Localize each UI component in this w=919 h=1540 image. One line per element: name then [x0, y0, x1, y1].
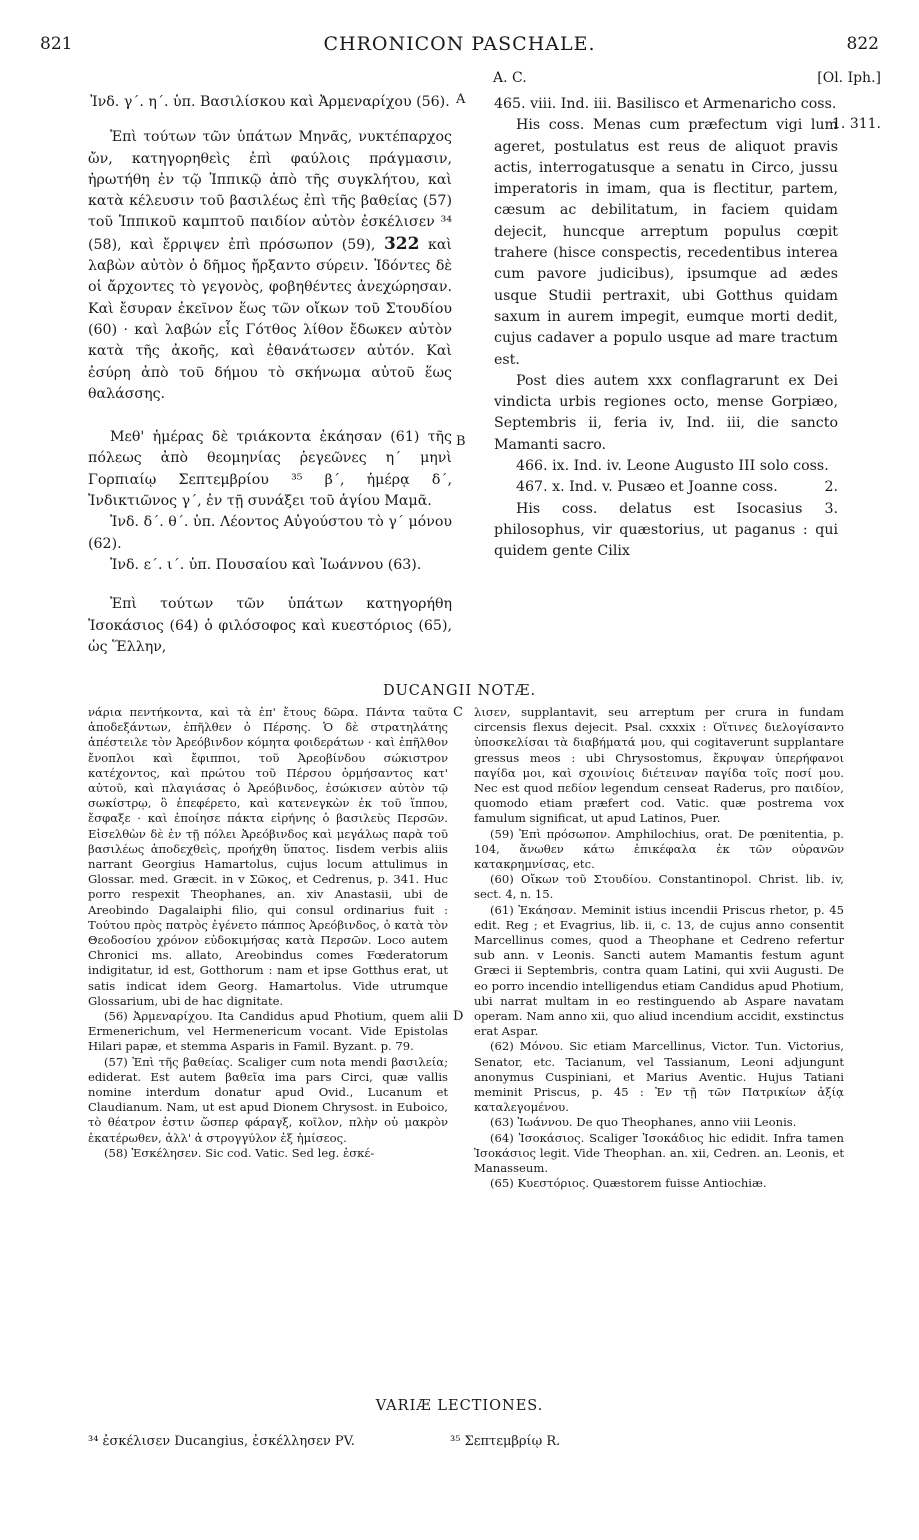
note-64: (64) Ἰσοκάσιος. Scaliger Ἰσοκάδιος hic edidit. Infra tamen Ἰσοκάσιος legit. Vide Theophan. an. xii, Cedren. an. Leonis, et Manasseum.: [474, 1130, 844, 1176]
inline-page-number: 322: [383, 233, 420, 254]
margin-letter-c: C: [453, 705, 463, 720]
greek-paragraph-1: Ἐπὶ τούτων τῶν ὑπάτων Μηνᾶς, νυκτέπαρχος ὤν, κατηγορηθεὶς ἐπὶ φαύλοις πράγμασιν, ἠρωτήθη ἐν τῷ Ἱππικῷ ἀπὸ τῆς συγκλήτου, καὶ κατὰ κέλευσιν τοῦ βασιλέως ἐπὶ τῆς βαθείας (57) τοῦ Ἱππικοῦ καμπτοῦ παιδίον αὐτὸν ἐσκέλισεν ³⁴ (58), καὶ ἔρριψεν ἐπὶ πρόσωπον (59), 322 καὶ λαβὼν αὐτὸν ὁ δῆμος ἤρξαντο σύρειν. Ἰδόντες δὲ οἱ ἄρχοντες τὸ γεγονὸς, φοβηθέντες ἀνεχώρησαν. Καὶ ἔσυραν ἐκεῖνον ἕως τῶν οἴκων τοῦ Στουδίου (60) · καὶ λαβών εἷς Γότθος λίθον ἔδωκεν αὐτὸν κατὰ τῆς ἀκοῆς, καὶ ἐθανάτωσεν αὐτόν. Καὶ ἐσύρη ἀπὸ τοῦ δήμου τὸ σκήνωμα αὐτοῦ ἕως θαλάσσης.: [88, 129, 452, 402]
latin-paragraph-1: His coss. Menas cum præfectum vigi lum ageret, postulatus est reus de aliquot pravis actis, interrogatusque a senatu in Circo, jussu imperatoris in imam, qua is flectitur, partem, cæsum ac debilitatum, in faciem quidam dejecit, huncque arreptum populus cœpit trahere (hisce conspectis, recedentibus interea cum pavore judicibus), ipsumque ad ædes usque Studii pertraxit, ubi Gotthus quidam saxum in aurem impegit, eumque morti dedit, cujus cadaver a populo usque ad mare tractum est.: [494, 117, 838, 368]
latin-entry-465: 465. viii. Ind. iii. Basilisco et Armenaricho coss.: [494, 96, 837, 112]
greek-paragraph-3: Ἐπὶ τούτων τῶν ὑπάτων κατηγορήθη Ἰσοκάσιος (64) ὁ φιλόσοφος καὶ κυεστόριος (65), ὡς Ἕλλην,: [88, 596, 452, 655]
notes-left-column: [88, 705, 448, 1161]
note-61: (61) Ἐκάησαν. Meminit istius incendii Priscus rhetor, p. 45 edit. Reg ; et Evagrius, lib. ii, c. 13, de cujus anno consentit Marcellinus comes, quod a Theophane et Cedreno refertur sub ann. v Leonis. Sancti autem Mamantis festum agunt Græci ii Septembris, contra quam Latini, qui xvii Augusti. De eo porro incendio intelligendus etiam Candidus apud Photium, ubi narrat multam in eo restinguendo ab Aspare navatam operam. Nam anno xii, quo aliud incendium accidit, exstinctus erat Aspar.: [474, 902, 844, 1039]
latin-entry-466: 466. ix. Ind. iv. Leone Augusto III solo coss. 2.: [516, 458, 838, 496]
note-63: (63) Ἰωάννου. De quo Theophanes, anno viii Leonis.: [490, 1115, 797, 1130]
variant-reading-35: ³⁵ Σεπτεμβρίῳ R.: [450, 1434, 561, 1449]
greek-indiction-3: Ἰνδ. ε΄. ι΄. ὑπ. Πουσαίου καὶ Ἰωάννου (63).: [110, 556, 422, 573]
variant-reading-34: ³⁴ ἐσκέλισεν Ducangius, ἐσκέλλησεν PV.: [88, 1434, 355, 1449]
note-59: (59) Ἐπὶ πρόσωπον. Amphilochius, orat. De pœnitentia, p. 104, ἄνωθεν κάτω ἐπικέφαλα ἐκ τῶν οὐρανῶν κατακρημνίσας, etc.: [474, 826, 844, 872]
greek-indiction-1: Ἰνδ. γ΄. η΄. ὑπ. Βασιλίσκου καὶ Ἀρμεναρίχου (56).: [90, 94, 450, 110]
latin-paragraph-2: Post dies autem xxx conflagrarunt ex Dei vindicta urbis regiones octo, mense Gorpiæo, Septembris ii, feria iv, Ind. iii, die sancto Mamanti sacro.: [494, 372, 838, 453]
latin-column: [494, 94, 838, 563]
note-56: (56) Ἀρμεναρίχου. Ita Candidus apud Photium, quem alii Ermenerichum, vel Hermenericum vocant. Vide Epistolas Hilari papæ, et stemma Asparis in Famil. Byzant. p. 79.: [88, 1009, 448, 1054]
note-65: (65) Κυεστόριος. Quæstorem fuisse Antiochiæ.: [490, 1176, 767, 1191]
note-57: (57) Ἐπὶ τῆς βαθείας. Scaliger cum nota mendi βασιλεία; ediderat. Est autem βαθεῖα ima pars Circi, quæ vallis nomine interdum donatur apud Ovid., Lucanum et Claudianum. Nam, ut est apud Dionem Chrysost. in Euboico, τὸ θέατρον ἐστιν ὥσπερ φάραγξ, κοῖλον, πλὴν οὐ μακρὸν ἑκατέρωθεν, ἀλλ' ἀ στρογγύλον ἐξ ἡμίσεος.: [88, 1054, 448, 1145]
margin-letter-d: D: [453, 1009, 464, 1024]
running-title: CHRONICON PASCHALE.: [323, 33, 596, 55]
latin-year-label: A. C.: [493, 70, 527, 86]
greek-indiction-2: Ἰνδ. δ΄. θ΄. ὑπ. Λέοντος Αὐγούστου τὸ γ΄ μόνου (62).: [88, 514, 452, 552]
ducangii-notes-title: DUCANGII NOTÆ.: [382, 683, 537, 699]
note-60: (60) Οἴκων τοῦ Στουδίου. Constantinopol. Christ. lib. iv, sect. 4, n. 15.: [474, 872, 844, 902]
margin-letter-a: A: [456, 92, 466, 107]
note-58: (58) Ἐσκέλησεν. Sic cod. Vatic. Sed leg. ἐσκέ-: [104, 1145, 375, 1160]
notes-right-column: [474, 705, 844, 1192]
note-62: (62) Μόνου. Sic etiam Marcellinus, Victor. Tun. Victorius, Senator, etc. Tacianum, vel Tassianum, Leoni adjungunt anonymus Cuspiniani, et Marius Aventic. Hujus Tatiani meminit Priscus, p. 45 : Ἐν τῇ τῶν Πατρικίων ἀξίᾳ καταλεγομένου.: [474, 1039, 844, 1115]
latin-paragraph-3: His coss. delatus est Isocasius philosophus, vir quæstorius, ut paganus : qui quidem gente Cilix: [494, 500, 838, 560]
note-continuation: νάρια πεντήκοντα, καὶ τὰ ἐπ' ἔτους δῶρα. Πάντα ταῦτα ἀποδεξάντων, ἐπῆλθεν ὁ Πέρσης. Ὁ δὲ στρατηλάτης ἀπέστειλε τὸν Ἀρεόβινδον κόμητα φοιδεράτων · καὶ ἐπῆλθον ἔνοπλοι καὶ ἔφιπποι, τοῦ Ἀρεοβίνδου σώκιστρον κατέχοντος, καὶ πρώτου τοῦ Πέρσου ὁρμήσαντος κατ' αὐτοῦ, καὶ πλαγιάσας ὁ Ἀρεόβινδος, ἐσώκισεν αὐτὸν τῷ σωκίστρῳ, ὃ ἐπεφέρετο, καὶ κατενεγκὼν ἐκ τοῦ ἵππου, ἔσφαξε · καὶ ἐποίησε πάκτα εἰρήνης ὁ βασιλεὺς Περσῶν. Εἰσελθὼν δὲ ἐν τῇ πόλει Ἀρεόβινδος καὶ μεγάλως παρὰ τοῦ βασιλέως ἀποδεχθεὶς, προήχθη ὕπατος. Iisdem verbis aliis narrant Georgius Hamartolus, cujus locum attulimus in Glossar. med. Græcit. in v Σῶκος, et Cedrenus, p. 341. Huc porro respexit Theophanes, an. xiv Anastasii, ubi de Areobindo Dagalaiphi filio, qui consul ordinarius fuit : Τούτου πρὸς πατρὸς ἐγένετο πάππος Ἀρεόβινδος, ὁ κατὰ τὸν Θεοδοσίου χρόνον εὐδοκιμήσας κατὰ Περσῶν. Loco autem Chronici ms. allato, Areobindus comes Fœderatorum indigitatur, id est, Gotthorum : nam et ipse Gotthus erat, ut satis indicat idem Georg. Hamartolus. Vide utrumque Glossarium, ubi de hac dignitate.: [88, 705, 448, 1008]
page-number-right: 822: [846, 34, 879, 54]
note-58-continued: λισεν, supplantavit, seu arreptum per crura in fundam circensis flexus dejecit. Psal. cxxxix : Οἵτινες διελογίσαντο ὑποσκελίσαι τὰ διαβήματά μου, qui cogitaverunt supplantare gressus meos : ubi Chrysostomus, ἔκρυψαν ὑπερήφανοι παγίδα μοι, καὶ σχοινίοις διέτειναν παγίδα τοῖς ποσί μου. Nec est quod πεδίον legendum censeat Raderus, pro παιδίον, quomodo etiam præfert cod. Vatic. quæ postrema vox famulum significat, ut apud Latinos, Puer.: [474, 705, 844, 826]
greek-column: [88, 92, 452, 658]
olympiad-label: [Ol. Iph.]: [817, 70, 881, 86]
varia-lectiones-title: VARIÆ LECTIONES.: [375, 1398, 544, 1414]
latin-entry-467: 467. x. Ind. v. Pusæo et Joanne coss. 3.: [516, 479, 838, 517]
margin-letter-b: B: [456, 434, 466, 449]
greek-paragraph-2: Μεθ' ἡμέρας δὲ τριάκοντα ἐκάησαν (61) τῆς πόλεως ἀπὸ θεομηνίας ῥεγεῶνες η΄ μηνὶ Γορπιαίῳ Σεπτεμβρίου ³⁵ β΄, ἡμέρᾳ δ΄, Ἰνδικτιῶνος γ΄, ἐν τῇ συνάξει τοῦ ἁγίου Μαμᾶ.: [88, 429, 452, 510]
page-number-left: 821: [40, 34, 73, 54]
margin-reference: 1. 311.: [832, 116, 881, 132]
